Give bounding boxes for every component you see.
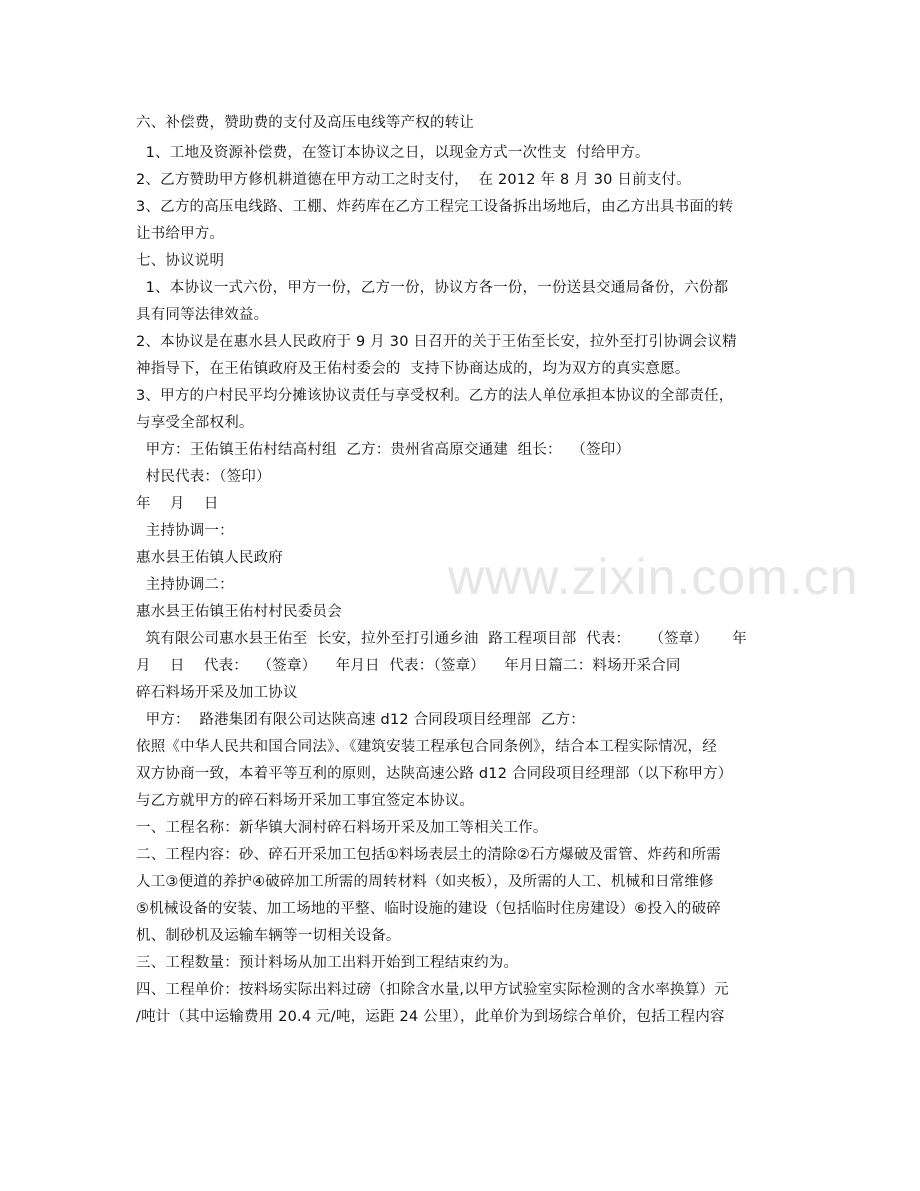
text-line: 碎石料场开采及加工协议 <box>136 685 298 701</box>
text-line: 筑有限公司惠水县王佑至 长安，拉外至打引通乡油 路工程项目部 代表： （签章） 年 <box>136 631 747 647</box>
text-line: 与乙方就甲方的碎石料场开采加工事宜签定本协议。 <box>136 793 475 809</box>
text-line: 2、本协议是在惠水县人民政府于 9 月 30 日召开的关于王佑至长安，拉外至打引协调会议精 <box>136 334 737 350</box>
watermark: www.zixin.com.cn <box>448 549 859 605</box>
text-line: 村民代表：（签印） <box>136 469 271 485</box>
text-line: 1、本协议一式六份，甲方一份，乙方一份，协议方各一份，一份送县交通局备份，六份都 <box>136 280 729 296</box>
text-line: 神指导下，在王佑镇政府及王佑村委会的 支持下协商达成的，均为双方的真实意愿。 <box>136 361 690 377</box>
text-line: 双方协商一致，本着平等互利的原则，达陕高速公路 d12 合同段项目经理部（以下称甲方） <box>136 766 733 782</box>
text-line: 三、工程数量：预计料场从加工出料开始到工程结束约为。 <box>136 955 519 971</box>
text-line: 主持协调二： <box>136 577 234 593</box>
text-line: 1、工地及资源补偿费，在签订本协议之日，以现金方式一次性支 付给甲方。 <box>136 145 650 161</box>
text-line: 年 月 日 <box>136 496 219 512</box>
text-line: 3、乙方的高压电线路、工棚、炸药库在乙方工程完工设备拆出场地后，由乙方出具书面的转 <box>136 199 734 215</box>
text-line: 人工③便道的养护④破碎加工所需的周转材料（如夹板），及所需的人工、机械和日常维修 <box>136 874 714 890</box>
text-line: 一、工程名称：新华镇大洞村碎石料场开采及加工等相关工作。 <box>136 820 548 836</box>
text-line: 甲方：王佑镇王佑村结高村组 乙方：贵州省高原交通建 组长： （签印） <box>136 442 631 458</box>
text-line: 机、制砂机及运输车辆等一切相关设备。 <box>136 928 401 944</box>
text-line: 惠水县王佑镇王佑村村民委员会 <box>136 604 342 620</box>
text-line: 主持协调一： <box>136 523 234 539</box>
text-line: 依照《中华人民共和国合同法》、《建筑安装工程承包合同条例》，结合本工程实际情况，经 <box>136 739 717 755</box>
text-line: 2、乙方赞助甲方修机耕道德在甲方动工之时支付， 在 2012 年 8 月 30 日前支付。 <box>136 172 691 188</box>
text-line: ⑤机械设备的安装、加工场地的平整、临时设施的建设（包括临时住房建设）⑥投入的破碎 <box>136 901 721 917</box>
text-line: /吨计（其中运输费用 20.4 元/吨，运距 24 公里），此单价为到场综合单价，包括工程内容 <box>136 1009 725 1025</box>
text-line: 六、补偿费，赞助费的支付及高压电线等产权的转让 <box>136 115 475 131</box>
text-line: 具有同等法律效益。 <box>136 307 269 323</box>
text-line: 甲方： 路港集团有限公司达陕高速 d12 合同段项目经理部 乙方： <box>136 712 585 728</box>
text-line: 与享受全部权利。 <box>136 415 254 431</box>
text-line: 七、协议说明 <box>136 253 225 269</box>
text-line: 二、工程内容：砂、碎石开采加工包括①料场表层土的清除②石方爆破及雷管、炸药和所需 <box>136 847 721 863</box>
text-line: 3、甲方的户村民平均分摊该协议责任与享受权利。乙方的法人单位承担本协议的全部责任， <box>136 388 734 404</box>
text-line: 月 日 代表： （签章） 年月日 代表：（签章） 年月日篇二：料场开采合同 <box>136 658 681 674</box>
text-line: 惠水县王佑镇人民政府 <box>136 550 283 566</box>
text-line: 让书给甲方。 <box>136 226 225 242</box>
text-line: 四、工程单价：按料场实际出料过磅（扣除含水量,以甲方试验室实际检测的含水率换算）元 <box>136 982 729 998</box>
